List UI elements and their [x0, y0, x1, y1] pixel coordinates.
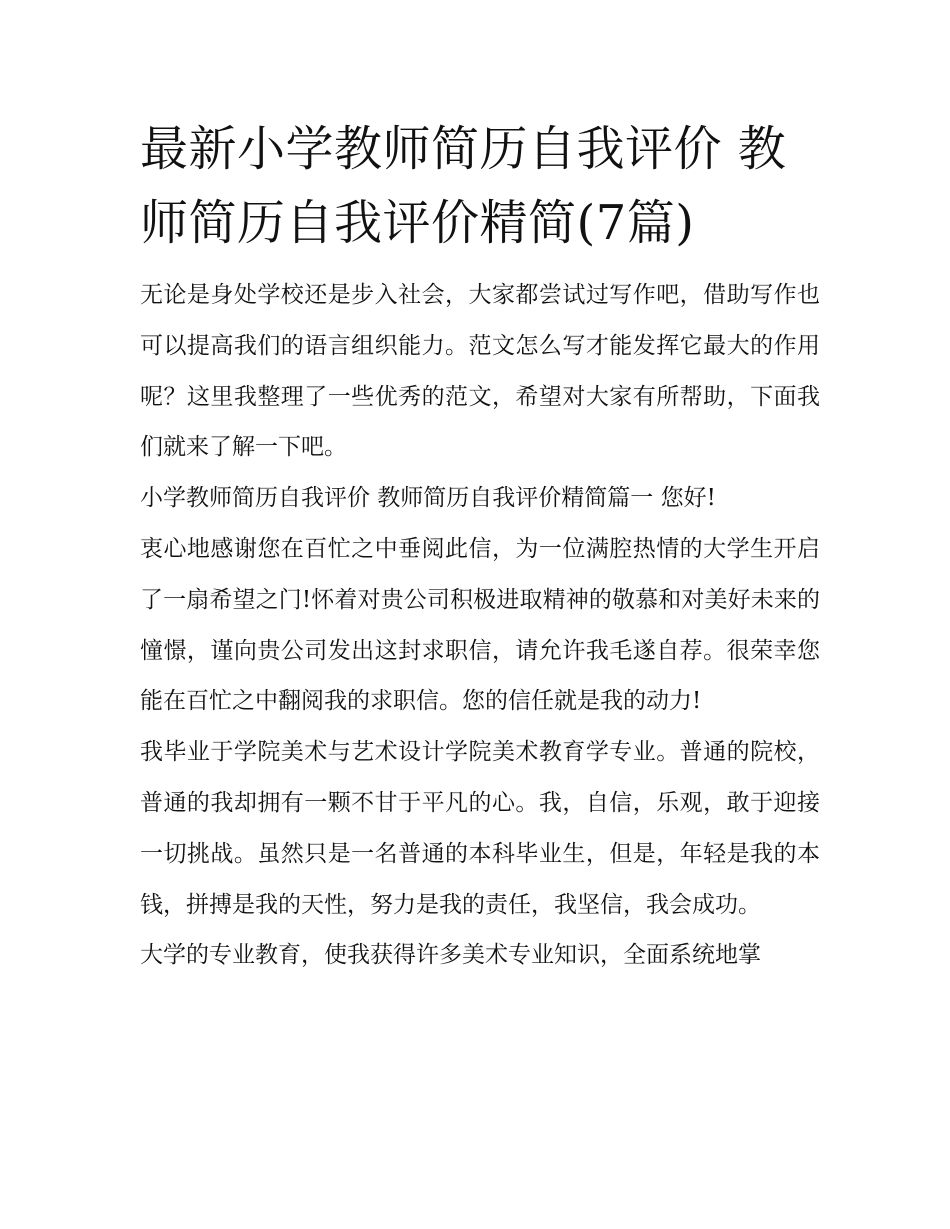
document-title: 最新小学教师简历自我评价 教师简历自我评价精简(7篇) — [140, 121, 787, 251]
paragraph-intro: 无论是身处学校还是步入社会，大家都尝试过写作吧，借助写作也可以提高我们的语言组织能力。范文怎么写才能发挥它最大的作用呢？这里我整理了一些优秀的范文，希望对大家有所帮助，下面我们就来了解一下吧。 — [140, 282, 820, 461]
document-body — [140, 270, 820, 981]
document-page — [140, 112, 820, 981]
paragraph-background: 我毕业于学院美术与艺术设计学院美术教育学专业。普通的院校，普通的我却拥有一颗不甘于平凡的心。我，自信，乐观，敢于迎接一切挑战。虽然只是一名普通的本科毕业生，但是，年轻是我的本钱，拼搏是我的天性，努力是我的责任，我坚信，我会成功。 — [140, 739, 820, 918]
paragraph-education: 大学的专业教育，使我获得许多美术专业知识，全面系统地掌 — [140, 942, 761, 969]
paragraph-section-heading: 小学教师简历自我评价 教师简历自我评价精简篇一 您好! — [140, 485, 716, 512]
paragraph-thanks: 衷心地感谢您在百忙之中垂阅此信，为一位满腔热情的大学生开启了一扇希望之门!怀着对贵公司积极进取精神的敬慕和对美好未来的憧憬，谨向贵公司发出这封求职信，请允许我毛遂自荐。很荣幸您能在百忙之中翻阅我的求职信。您的信任就是我的动力! — [140, 535, 820, 715]
